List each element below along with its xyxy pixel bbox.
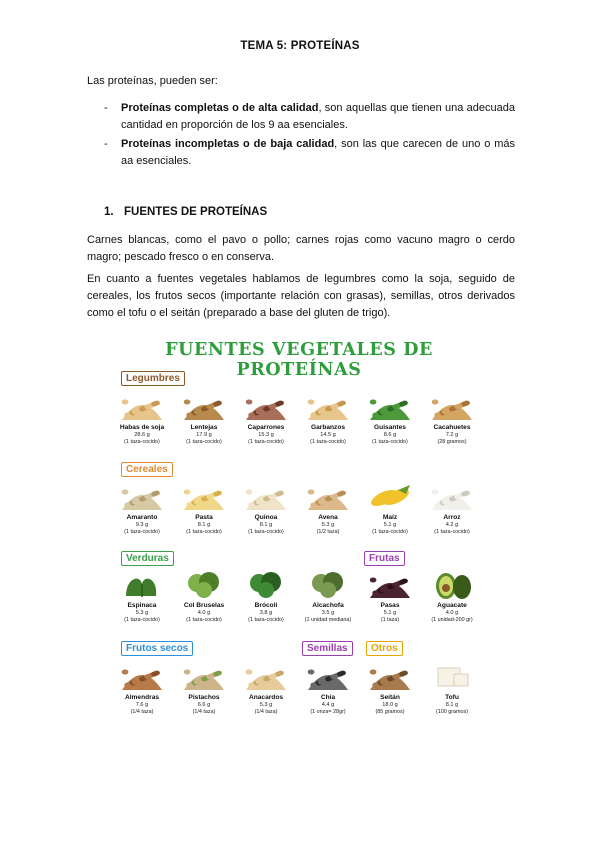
food-protein-grams: 5.3 g xyxy=(321,522,335,528)
lentils-icon xyxy=(173,392,235,422)
food-portion: (1 taza-cocido) xyxy=(186,438,222,445)
food-portion: (1 taza-cocido) xyxy=(434,528,470,535)
food-portion: (1 taza-cocido) xyxy=(372,528,408,535)
food-item xyxy=(421,662,483,715)
food-name: Quinoa xyxy=(254,514,278,521)
category-label-verduras: Verduras xyxy=(121,551,174,566)
paragraph-animal-sources: Carnes blancas, como el pavo o pollo; carnes rojas como vacuno magro o cerdo magro; pescado fresco o en conserva. xyxy=(87,234,515,263)
section-heading xyxy=(104,206,267,218)
food-name: Alcachofa xyxy=(312,602,344,609)
food-protein-grams: 9.3 g xyxy=(135,522,149,528)
food-name: Chía xyxy=(320,694,336,701)
food-name: Brócoli xyxy=(254,602,278,609)
food-protein-grams: 8.1 g xyxy=(445,702,459,708)
food-item xyxy=(111,392,173,445)
food-protein-grams: 8.1 g xyxy=(197,522,211,528)
food-portion: (1 taza-cocido) xyxy=(372,438,408,445)
category-label-otros: Otros xyxy=(366,641,403,656)
food-item xyxy=(111,570,173,623)
food-item xyxy=(421,392,483,445)
food-item xyxy=(173,392,235,445)
almonds-icon xyxy=(111,662,173,692)
food-protein-grams: 4.4 g xyxy=(321,702,335,708)
food-protein-grams: 3.8 g xyxy=(259,610,273,616)
food-name: Cacahuetes xyxy=(433,424,471,431)
food-item xyxy=(297,392,359,445)
spinach-icon xyxy=(111,570,173,600)
seitan-icon xyxy=(359,662,421,692)
avocado-icon xyxy=(421,570,483,600)
food-portion: (1 onza= 28gr) xyxy=(310,708,346,715)
food-portion: (1 taza-cocido) xyxy=(186,616,222,623)
food-protein-grams: 14.5 g xyxy=(320,432,336,438)
food-name: Espinaca xyxy=(127,602,157,609)
food-portion: (1 unidad-200 gr) xyxy=(431,616,473,623)
food-name: Habas de soja xyxy=(119,424,165,431)
food-portion: (100 gramos) xyxy=(435,708,469,715)
infographic-title: FUENTES VEGETALES DE PROTEÍNAS xyxy=(165,340,433,380)
food-item xyxy=(297,482,359,535)
food-protein-grams: 4.2 g xyxy=(445,522,459,528)
food-name: Col Bruselas xyxy=(183,602,225,609)
food-protein-grams: 5.1 g xyxy=(383,610,397,616)
artichoke-icon xyxy=(297,570,359,600)
infographic-plant-proteins xyxy=(110,340,488,720)
brussels-sprouts-icon xyxy=(173,570,235,600)
food-portion: (1 unidad mediana) xyxy=(304,616,352,623)
food-item xyxy=(173,662,235,715)
list-item xyxy=(87,136,515,170)
food-item xyxy=(173,570,235,623)
list-item xyxy=(87,100,515,134)
food-portion: (28 gramos) xyxy=(437,438,467,445)
food-name: Avena xyxy=(318,514,338,521)
food-item xyxy=(235,662,297,715)
food-item xyxy=(111,482,173,535)
food-protein-grams: 5.3 g xyxy=(135,610,149,616)
food-protein-grams: 7.2 g xyxy=(445,432,459,438)
list-item-text: , son las que carecen de uno o más aa esenciales. xyxy=(121,138,515,167)
bullet-dash: - xyxy=(104,102,108,114)
food-name: Pasta xyxy=(195,514,213,521)
food-item xyxy=(359,392,421,445)
section-title: FUENTES DE PROTEÍNAS xyxy=(124,206,268,218)
food-portion: (1/2 taza) xyxy=(316,528,340,535)
peanuts-icon xyxy=(421,392,483,422)
food-portion: (1 taza-cocido) xyxy=(124,438,160,445)
food-protein-grams: 6.6 g xyxy=(197,702,211,708)
food-portion: (1 taza-cocido) xyxy=(186,528,222,535)
food-protein-grams: 28.6 g xyxy=(134,432,150,438)
food-item xyxy=(359,482,421,535)
food-protein-grams: 4.0 g xyxy=(445,610,459,616)
food-item xyxy=(359,662,421,715)
cashews-icon xyxy=(235,662,297,692)
quinoa-icon xyxy=(235,482,297,512)
food-name: Aguacate xyxy=(437,602,467,609)
food-protein-grams: 17.9 g xyxy=(196,432,212,438)
food-item xyxy=(421,482,483,535)
food-name: Lentejas xyxy=(190,424,218,431)
peas-icon xyxy=(359,392,421,422)
food-protein-grams: 15.3 g xyxy=(258,432,274,438)
raisins-icon xyxy=(359,570,421,600)
food-name: Almendras xyxy=(124,694,160,701)
food-name: Tofu xyxy=(445,694,459,701)
food-portion: (1/4 taza) xyxy=(192,708,216,715)
intro-text: Las proteínas, pueden ser: xyxy=(87,75,218,87)
food-protein-grams: 3.5 g xyxy=(321,610,335,616)
category-label-cereales: Cereales xyxy=(121,462,173,477)
food-portion: (85 gramos) xyxy=(375,708,405,715)
chia-icon xyxy=(297,662,359,692)
food-portion: (1 taza) xyxy=(380,616,400,623)
food-protein-grams: 4.0 g xyxy=(197,610,211,616)
food-portion: (1 taza-cocido) xyxy=(248,528,284,535)
food-name: Guisantes xyxy=(374,424,406,431)
food-portion: (1 taza-cocido) xyxy=(248,616,284,623)
food-portion: (1 taza-cocido) xyxy=(248,438,284,445)
food-item xyxy=(111,662,173,715)
food-protein-grams: 18.0 g xyxy=(382,702,398,708)
section-number: 1. xyxy=(104,206,114,218)
food-item xyxy=(297,570,359,623)
food-item xyxy=(173,482,235,535)
pistachios-icon xyxy=(173,662,235,692)
category-label-frutas: Frutas xyxy=(364,551,405,566)
bullet-dash: - xyxy=(104,138,108,150)
food-protein-grams: 8.6 g xyxy=(383,432,397,438)
food-portion: (1 taza-cocido) xyxy=(124,528,160,535)
food-protein-grams: 7.6 g xyxy=(135,702,149,708)
food-item xyxy=(297,662,359,715)
category-label-frutos-secos: Frutos secos xyxy=(121,641,193,656)
food-item xyxy=(359,570,421,623)
food-name: Amaranto xyxy=(126,514,158,521)
food-item xyxy=(235,570,297,623)
amaranth-icon xyxy=(111,482,173,512)
food-name: Garbanzos xyxy=(310,424,346,431)
food-portion: (1/4 taza) xyxy=(254,708,278,715)
category-label-semillas: Semillas xyxy=(302,641,353,656)
rice-icon xyxy=(421,482,483,512)
paragraph-plant-sources: En cuanto a fuentes vegetales hablamos de legumbres como la soja, seguido de cereales, los frutos secos (importante relación con grasas), semillas, otros derivados como el tofu o el seitán (preparado a base del gluten de trigo). xyxy=(87,273,515,319)
beans-icon xyxy=(235,392,297,422)
oats-icon xyxy=(297,482,359,512)
food-name: Arroz xyxy=(443,514,461,521)
broccoli-icon xyxy=(235,570,297,600)
food-name: Pasas xyxy=(380,602,400,609)
tofu-icon xyxy=(421,662,483,692)
list-item-text: , son aquellas que tienen una adecuada cantidad en proporción de los 9 aa esenciales. xyxy=(121,102,516,131)
chickpeas-icon xyxy=(297,392,359,422)
food-protein-grams: 5.1 g xyxy=(383,522,397,528)
pasta-icon xyxy=(173,482,235,512)
page-title: TEMA 5: PROTEÍNAS xyxy=(240,40,360,52)
protein-types-list xyxy=(87,100,515,172)
food-protein-grams: 5.3 g xyxy=(259,702,273,708)
food-portion: (1/4 taza) xyxy=(130,708,154,715)
food-item xyxy=(235,482,297,535)
corn-icon xyxy=(359,482,421,512)
category-label-legumbres: Legumbres xyxy=(121,371,185,386)
food-protein-grams: 8.1 g xyxy=(259,522,273,528)
food-name: Caparrones xyxy=(247,424,285,431)
food-item xyxy=(421,570,483,623)
list-item-bold: Proteínas completas o de alta calidad xyxy=(121,102,319,114)
soybeans-icon xyxy=(111,392,173,422)
food-portion: (1 taza-cocido) xyxy=(310,438,346,445)
food-name: Pistachos xyxy=(188,694,220,701)
food-name: Maíz xyxy=(382,514,398,521)
list-item-bold: Proteínas incompletas o de baja calidad xyxy=(121,138,335,150)
food-name: Anacardos xyxy=(248,694,284,701)
food-name: Seitán xyxy=(380,694,400,701)
food-portion: (1 taza-cocido) xyxy=(124,616,160,623)
food-item xyxy=(235,392,297,445)
